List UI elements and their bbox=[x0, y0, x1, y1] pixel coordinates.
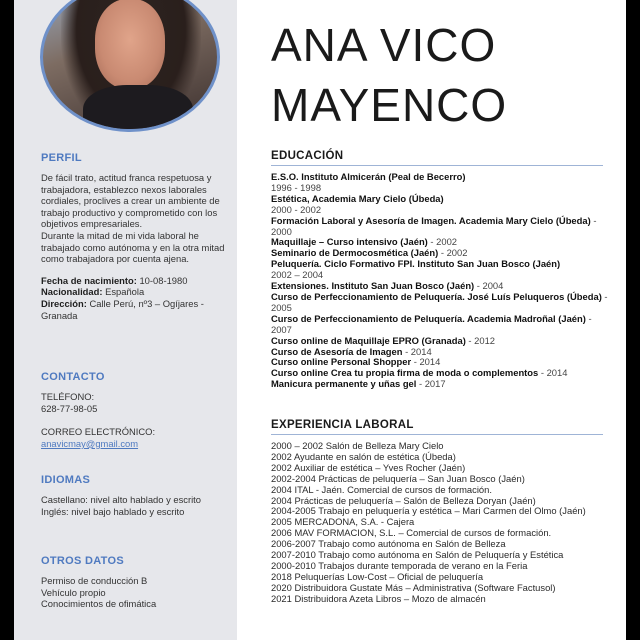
educacion-item: Curso online Personal Shopper - 2014 bbox=[271, 356, 441, 368]
experiencia-item: 2002 Auxiliar de estética – Yves Rocher (Jaén) bbox=[271, 461, 466, 473]
educacion-item: Manicura permanente y uñas gel - 2017 bbox=[271, 378, 446, 390]
name-line-1: ANA VICO bbox=[271, 19, 497, 71]
experiencia-item: 2007-2010 Trabajo como autónoma en Salón de Peluquería y Estética bbox=[271, 549, 564, 561]
nationality: Nacionalidad: Española bbox=[41, 286, 145, 298]
experiencia-title: EXPERIENCIA LABORAL bbox=[271, 419, 603, 435]
experiencia-item: 2004-2005 Trabajo en peluquería y estética – Mari Carmen del Olmo (Jaén) bbox=[271, 505, 586, 517]
otros-title: OTROS DATOS bbox=[41, 555, 124, 567]
phone-label: TELÉFONO: bbox=[41, 391, 95, 402]
idiomas-title: IDIOMAS bbox=[41, 474, 91, 486]
contacto-title: CONTACTO bbox=[41, 371, 105, 383]
educacion-item: Curso online Crea tu propia firma de moda o complementos - 2014 bbox=[271, 367, 568, 379]
educacion-item: Curso de Asesoría de Imagen - 2014 bbox=[271, 345, 432, 357]
experiencia-item: 2018 Peluquerías Low-Cost – Oficial de peluquería bbox=[271, 570, 484, 582]
perfil-paragraph-1: De fácil trato, actitud franca respetuosa y trabajadora, establezco nexos laborales cordiales, proclives a crear un ambiente de trabajo productivo y comprometido con los objetivos empresariales. bbox=[41, 172, 220, 230]
idioma-ingles: Inglés: nivel bajo hablado y escrito bbox=[41, 505, 185, 517]
experiencia-item: 2004 ITAL - Jaén. Comercial de cursos de formación. bbox=[271, 483, 492, 495]
otros-section bbox=[41, 555, 231, 610]
experiencia-item: 2006 MAV FORMACION, S.L. – Comercial de cursos de formación. bbox=[271, 527, 552, 539]
educacion-title: EDUCACIÓN bbox=[271, 150, 603, 166]
experiencia-item: 2006-2007 Trabajo como autónoma en Salón de Belleza bbox=[271, 538, 506, 550]
perfil-section bbox=[41, 152, 231, 321]
experiencia-item: 2004 Prácticas de peluquería – Salón de Belleza Doryan (Jaén) bbox=[271, 494, 536, 506]
educacion-item: 2000 - 2002 bbox=[271, 203, 322, 215]
educacion-item: Curso de Perfeccionamiento de Peluquería. José Luís Peluqueros (Úbeda) - 2005 bbox=[271, 290, 608, 313]
experiencia-item: 2000 – 2002 Salón de Belleza Mary Cielo bbox=[271, 440, 444, 451]
otros-line-1: Permiso de conducción B bbox=[41, 575, 148, 586]
otros-line-3: Conocimientos de ofimática bbox=[41, 598, 157, 610]
birth-date: Fecha de nacimiento: 10-08-1980 bbox=[41, 274, 188, 286]
experiencia-item: 2020 Distribuidora Gustate Más – Administrativa (Software Factusol) bbox=[271, 581, 556, 593]
educacion-item: Seminario de Dermocosmética (Jaén) - 2002 bbox=[271, 247, 468, 259]
contacto-section bbox=[41, 371, 231, 449]
experiencia-list bbox=[271, 441, 611, 605]
experiencia-item: 2002-2004 Prácticas de peluquería – San Juan Bosco (Jaén) bbox=[271, 472, 525, 484]
email-link[interactable]: anavicmay@gmail.com bbox=[41, 437, 139, 449]
educacion-item: Curso de Perfeccionamiento de Peluquería. Academia Madroñal (Jaén) - 2007 bbox=[271, 312, 592, 335]
idiomas-section bbox=[41, 474, 231, 517]
name-line-2: MAYENCO bbox=[271, 79, 508, 131]
educacion-item: Peluquería. Ciclo Formativo FPI. Instituto San Juan Bosco (Jaén) bbox=[271, 258, 561, 270]
educacion-item: E.S.O. Instituto Almicerán (Peal de Becerro) bbox=[271, 171, 466, 182]
phone-value: 628-77-98-05 bbox=[41, 402, 98, 414]
educacion-item: Extensiones. Instituto San Juan Bosco (Jaén) - 2004 bbox=[271, 280, 504, 292]
educacion-item: 1996 - 1998 bbox=[271, 181, 322, 193]
educacion-item: Curso online de Maquillaje EPRO (Granada) - 2012 bbox=[271, 334, 496, 346]
address: Dirección: Calle Perú, nº3 – Ogíjares - Granada bbox=[41, 297, 204, 321]
resume-page bbox=[14, 0, 626, 640]
perfil-paragraph-2: Durante la mitad de mi vida laboral he trabajado como autónoma y en la otra mitad como trabajadora por cuenta ajena. bbox=[41, 229, 225, 265]
email-label: CORREO ELECTRÓNICO: bbox=[41, 426, 156, 438]
perfil-title: PERFIL bbox=[41, 152, 82, 164]
profile-photo bbox=[40, 0, 220, 132]
educacion-list bbox=[271, 172, 611, 390]
educacion-item: Estética, Academia Mary Cielo (Úbeda) bbox=[271, 192, 444, 204]
otros-line-2: Vehículo propio bbox=[41, 586, 106, 598]
experiencia-item: 2000-2010 Trabajos durante temporada de verano en la Feria bbox=[271, 559, 528, 571]
educacion-item: Formación Laboral y Asesoría de Imagen. Academia Mary Cielo (Úbeda) - 2000 bbox=[271, 214, 597, 237]
experiencia-item: 2002 Ayudante en salón de estética (Úbeda) bbox=[271, 450, 456, 462]
experiencia-item: 2005 MERCADONA, S.A. - Cajera bbox=[271, 516, 415, 528]
sidebar bbox=[14, 0, 237, 640]
experiencia-item: 2021 Distribuidora Azeta Libros – Mozo de almacén bbox=[271, 592, 486, 604]
idioma-castellano: Castellano: nivel alto hablado y escrito bbox=[41, 494, 201, 505]
educacion-item: 2002 – 2004 bbox=[271, 269, 324, 281]
educacion-item: Maquillaje – Curso intensivo (Jaén) - 2002 bbox=[271, 236, 457, 248]
